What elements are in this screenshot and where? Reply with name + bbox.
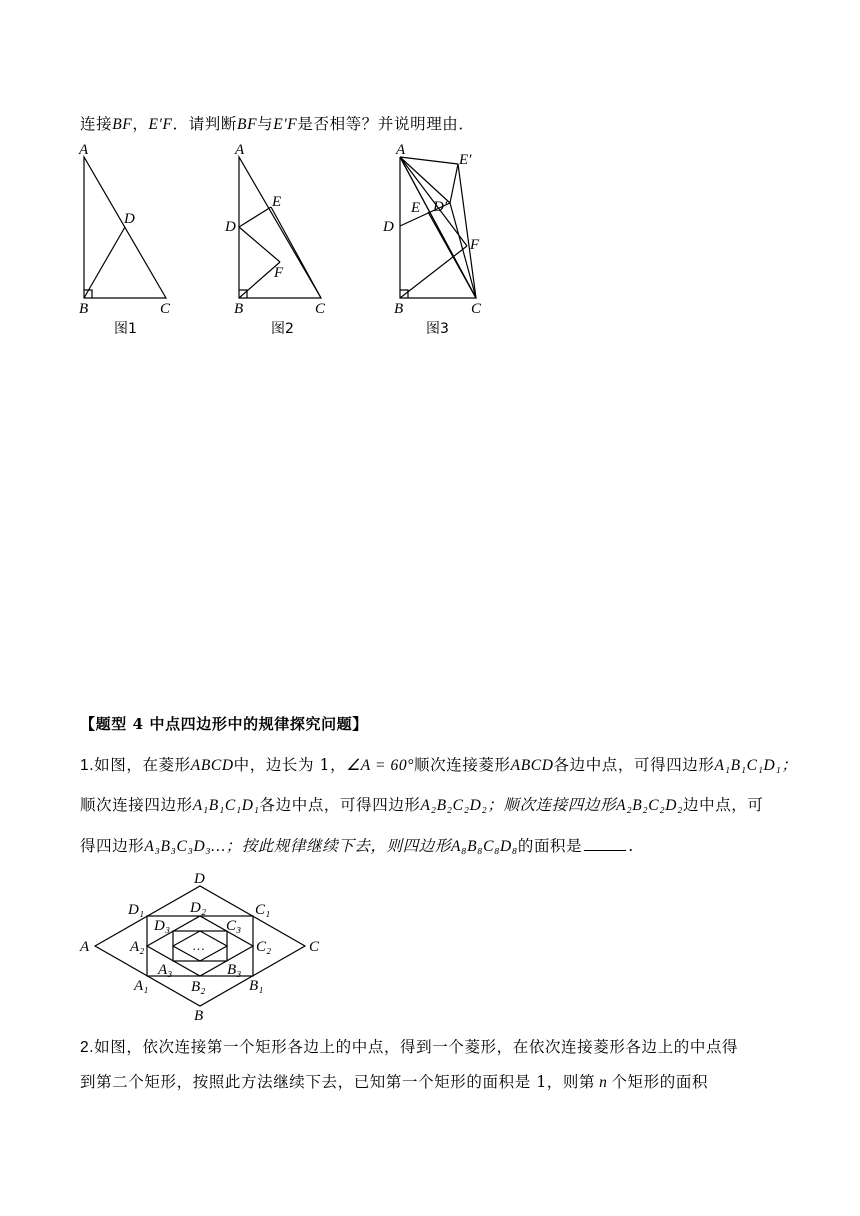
fig3-label-c: C	[471, 301, 482, 317]
q1-l3-end: .	[628, 837, 634, 855]
intro-prefix: 连接	[80, 115, 113, 133]
fig3-caption: 图3	[426, 321, 449, 337]
rh-label-b1: B₁	[249, 978, 264, 994]
rh-center-dots: …	[192, 938, 205, 953]
q2-n: n	[599, 1074, 608, 1091]
rh-label-c: C	[309, 939, 320, 955]
fig2-df	[239, 227, 280, 262]
fig3-epc	[458, 164, 476, 298]
rh-label-d3: D₃	[154, 918, 171, 934]
q1-angle: ∠A = 60°	[346, 757, 415, 774]
fig2-de	[239, 207, 271, 227]
intro-mid2: 与	[257, 115, 274, 133]
rh-label-b: B	[194, 1008, 204, 1024]
fig2-caption: 图2	[271, 321, 294, 337]
rh-label-c2: C₂	[256, 939, 272, 955]
seg-epf-2: E′F	[273, 116, 298, 133]
fig3-label-d: D	[383, 219, 394, 235]
q2-line-1	[80, 1035, 738, 1057]
q1-l3-d: 的面积是	[517, 837, 583, 855]
q1-text-c: 中，边长为 1，	[233, 756, 347, 774]
rh-label-c3: C₃	[226, 918, 242, 934]
fig3-label-b: B	[394, 301, 404, 317]
fig1-label-d: D	[124, 211, 135, 227]
fig1-caption: 图1	[114, 321, 137, 337]
q1-line-1	[80, 753, 797, 775]
fig3-dpep	[450, 164, 458, 203]
fig3-bf	[400, 246, 467, 298]
seg-bf: BF	[112, 116, 133, 133]
q2-number: 2.	[80, 1039, 95, 1056]
q1-quad-1: A₁B₁C₁D₁；	[714, 757, 798, 774]
rh-label-a3: A₃	[158, 962, 173, 978]
rh-label-d: D	[194, 871, 205, 887]
section-heading: 【题型 4 中点四边形中的规律探究问题】	[80, 715, 368, 733]
fig3-label-dp: D′	[433, 199, 448, 215]
fig3-label-e: E	[411, 200, 421, 216]
rh-label-d2: D₂	[190, 900, 207, 916]
q2-text-1: 如图，依次连接第一个矩形各边上的中点，得到一个菱形，在依次连接菱形各边上的中点得	[94, 1038, 739, 1056]
figure-1	[84, 157, 166, 298]
q1-text-d: 顺次连接菱形	[414, 756, 511, 774]
fig2-label-d: D	[225, 219, 236, 235]
q2-text-2b: 个矩形的面积	[611, 1073, 709, 1091]
q1-line-2	[80, 793, 764, 815]
fig1-label-c: C	[160, 301, 171, 317]
q2-line-2	[80, 1070, 708, 1092]
q1-abcd-2: ABCD	[510, 757, 554, 774]
fig1-label-b: B	[79, 301, 89, 317]
fig3-adp	[400, 157, 450, 203]
fig2-label-c: C	[315, 301, 326, 317]
q1-l2-c: 各边中点，可得四边形	[259, 796, 421, 814]
q1-l2-f: 边中点，可	[683, 796, 764, 814]
fig3-label-a: A	[396, 142, 406, 158]
fig3-label-f: F	[470, 237, 480, 253]
q1-l2-b: A₁B₁C₁D₁	[192, 797, 260, 814]
fig2-ec	[271, 207, 321, 298]
fig3-label-ep: E′	[459, 152, 472, 168]
fig2-label-a: A	[235, 142, 245, 158]
q1-l2-d: A₂B₂C₂D₂；顺次连接四边形	[420, 797, 617, 814]
q1-l3-a: 得四边形	[80, 837, 145, 855]
rh-label-a: A	[80, 939, 90, 955]
rh-label-a2: A₂	[130, 939, 145, 955]
fig3-aep	[400, 157, 458, 164]
q2-text-2a: 到第二个矩形，按照此方法继续下去，已知第一个矩形的面积是 1，则第	[80, 1073, 596, 1091]
figure-3	[400, 157, 476, 298]
q1-l2-e: A₂B₂C₂D₂	[616, 797, 683, 814]
intro-middle: ．请判断	[172, 115, 237, 133]
intro-suffix: 是否相等？并说明理由．	[297, 115, 475, 133]
fig1-median-bd	[84, 227, 125, 298]
fig2-label-e: E	[272, 194, 282, 210]
q1-text-f: 各边中点，可得四边形	[553, 756, 715, 774]
seg-bf-2: BF	[237, 116, 258, 133]
seg-epf: E′F	[148, 116, 173, 133]
q1-line-3	[80, 834, 634, 856]
rh-label-d1: D₁	[128, 902, 145, 918]
fig2-label-b: B	[234, 301, 244, 317]
q1-l3-b: A₃B₃C₃D₃…；按此规律继续下去，则四边形	[144, 838, 452, 855]
rh-label-b2: B₂	[191, 979, 206, 995]
rh-label-c1: C₁	[255, 902, 271, 918]
q1-number: 1.	[80, 757, 95, 774]
q1-text-a: 如图，在菱形	[94, 756, 191, 774]
intro-sep: ，	[132, 115, 149, 133]
fig3-ac-diag	[400, 157, 476, 298]
rh-label-a1: A₁	[134, 978, 149, 994]
q1-abcd: ABCD	[190, 757, 234, 774]
fig1-label-a: A	[79, 142, 89, 158]
q1-l2-a: 顺次连接四边形	[80, 796, 193, 814]
rh-label-b3: B₃	[227, 962, 242, 978]
fig2-label-f: F	[274, 265, 284, 281]
answer-blank[interactable]	[584, 838, 626, 851]
q1-l3-c: A₈B₈C₈D₈	[451, 838, 518, 855]
